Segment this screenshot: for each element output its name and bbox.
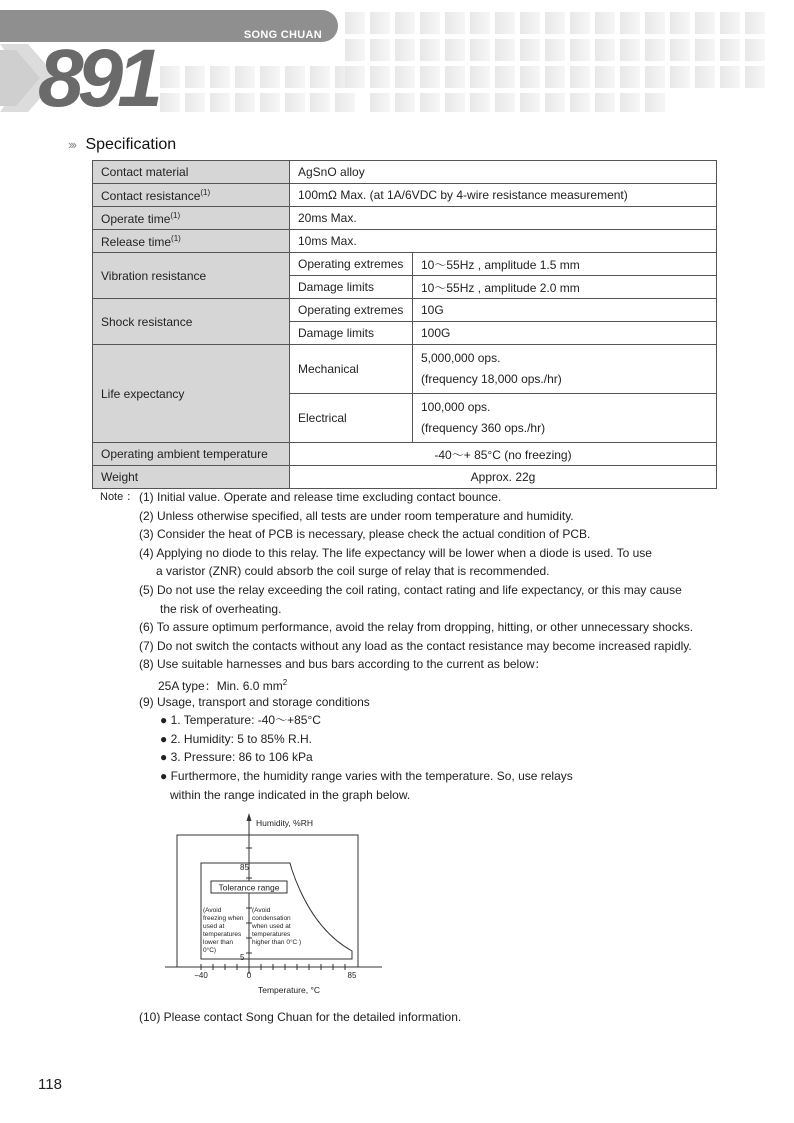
row-value: 100,000 ops. (frequency 360 ops./hr) [413, 394, 717, 443]
row-label: Operate time$^{(1)}$ [93, 207, 290, 230]
note-line: (2) Unless otherwise specified, all tests are under room temperature and humidity. [139, 508, 574, 523]
note-line: ● 1. Temperature: -40～+85°C [160, 713, 321, 728]
row-label: Release time$^{(1)}$ [93, 230, 290, 253]
svg-text:when used at: when used at [252, 923, 291, 930]
y-tick-label-5: 5 [240, 953, 245, 962]
chevrons-icon: ››› [68, 137, 75, 152]
svg-text:0°C): 0°C) [203, 947, 217, 954]
table-row [93, 161, 717, 184]
note-10: (10) Please contact Song Chuan for the detailed information. [139, 1010, 462, 1024]
svg-text:freezing when: freezing when [203, 915, 244, 922]
x-axis-label: Temperature, °C [258, 985, 320, 995]
svg-text:temperatures: temperatures [252, 931, 291, 938]
note-line: within the range indicated in the graph below. [170, 787, 411, 802]
note-line: (3) Consider the heat of PCB is necessary, please check the actual condition of PCB. [139, 527, 591, 542]
y-tick-label-85: 85 [240, 863, 249, 872]
table-row [93, 443, 717, 466]
svg-text:(Avoid: (Avoid [203, 907, 222, 914]
table-row [93, 253, 717, 276]
row-label: Contact material [93, 161, 290, 184]
sub-label: Mechanical [290, 345, 413, 394]
y-axis-arrow-icon [247, 813, 252, 821]
table-row [93, 230, 717, 253]
tolerance-label: Tolerance range [218, 882, 280, 893]
row-value: AgSnO alloy [290, 161, 717, 184]
svg-text:condensation: condensation [252, 915, 291, 922]
sub-label: Operating extremes [290, 253, 413, 276]
x-tick-label: −40 [194, 971, 208, 980]
row-value: 10G [413, 299, 717, 322]
row-label: Weight [93, 466, 290, 489]
note-line: 25A type：Min. 6.0 $mm^2$ [158, 677, 288, 693]
note-line: ● 2. Humidity: 5 to 85% R.H. [160, 731, 312, 746]
row-value: 10～55Hz , amplitude 2.0 mm [413, 276, 717, 299]
note-heading: Note ： [100, 491, 138, 503]
row-value: 20ms Max. [290, 207, 717, 230]
row-label: Vibration resistance [93, 253, 290, 299]
svg-text:temperatures: temperatures [203, 931, 242, 938]
svg-text:used at: used at [203, 923, 225, 930]
note-line: (7) Do not switch the contacts without any load as the contact resistance may become increased rapidly. [139, 638, 692, 653]
sub-label: Damage limits [290, 322, 413, 345]
row-label: Contact resistance$^{(1)}$ [93, 184, 290, 207]
page-header [0, 0, 794, 112]
table-row [93, 466, 717, 489]
row-label: Shock resistance [93, 299, 290, 345]
row-label: Life expectancy [93, 345, 290, 443]
table-row [93, 299, 717, 322]
brand-name: SONG CHUAN [243, 29, 322, 41]
sub-label: Damage limits [290, 276, 413, 299]
row-value: 100mΩ Max. (at 1A/6VDC by 4-wire resistance measurement) [290, 184, 717, 207]
annotation-left [203, 907, 244, 954]
table-row [93, 345, 717, 394]
note-line: (8) Use suitable harnesses and bus bars according to the current as below： [139, 657, 547, 672]
sub-label: Operating extremes [290, 299, 413, 322]
note-line: (4) Applying no diode to this relay. The life expectancy will be lower when a diode is used. To use [139, 545, 652, 560]
table-row [93, 184, 717, 207]
svg-text:(Avoid: (Avoid [252, 907, 271, 914]
note-line: (9) Usage, transport and storage conditions [139, 694, 370, 709]
row-value: 10～55Hz , amplitude 1.5 mm [413, 253, 717, 276]
row-value: Approx. 22g [290, 466, 717, 489]
svg-text:higher than 0°C ): higher than 0°C ) [252, 939, 302, 946]
note-line: (6) To assure optimum performance, avoid the relay from dropping, hitting, or other unnecessary shocks. [139, 620, 694, 635]
note-line: a varistor (ZNR) could absorb the coil surge of relay that is recommended. [156, 564, 550, 579]
model-number: 891 [38, 33, 157, 112]
spec-table [92, 160, 717, 489]
row-value: 10ms Max. [290, 230, 717, 253]
x-tick-label: 85 [347, 971, 357, 980]
x-tick-label: 0 [246, 971, 252, 980]
note-line: (5) Do not use the relay exceeding the coil rating, contact rating and life expectancy, or this may cause [139, 582, 682, 597]
page-number: 118 [38, 1076, 62, 1093]
annotation-right [251, 907, 301, 946]
row-value: 100G [413, 322, 717, 345]
note-line: the risk of overheating. [160, 601, 282, 616]
note-line: ● Furthermore, the humidity range varies with the temperature. So, use relays [160, 768, 573, 783]
row-value: -40～+ 85°C (no freezing) [290, 443, 717, 466]
table-row [93, 207, 717, 230]
humidity-temperature-chart [160, 808, 390, 1003]
row-value: 5,000,000 ops. (frequency 18,000 ops./hr) [413, 345, 717, 394]
svg-text:lower than: lower than [203, 939, 233, 946]
section-title [68, 136, 176, 154]
note-line: ● 3. Pressure: 86 to 106 kPa [160, 750, 313, 765]
sub-label: Electrical [290, 394, 413, 443]
y-axis-label: Humidity, %RH [256, 818, 313, 828]
note-line: Note ： (1) Initial value. Operate and release time excluding contact bounce. [100, 488, 740, 507]
notes-block [100, 488, 740, 804]
row-label: Operating ambient temperature [93, 443, 290, 466]
section-title-text: Specification [85, 136, 177, 153]
